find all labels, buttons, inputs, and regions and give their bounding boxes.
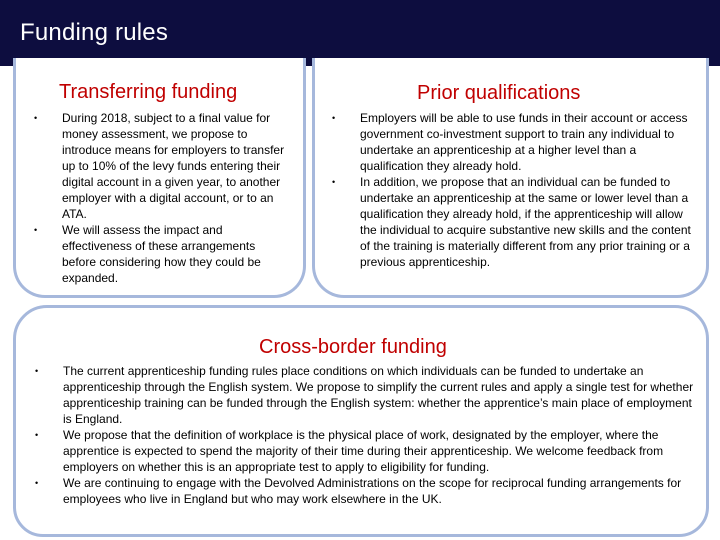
prior-qualifications-list (332, 110, 700, 270)
list-item: • We are continuing to engage with the Devolved Administrations on the scope for reciprocal funding arrangements for employees who live in England but who may work elsewhere in the UK. (35, 476, 682, 506)
bullet-icon: • (332, 113, 336, 123)
page-title: Funding rules (20, 19, 169, 46)
transferring-funding-heading: Transferring funding (59, 81, 238, 103)
bullet-icon: • (35, 478, 39, 488)
title-bar (0, 0, 720, 66)
list-item: • We will assess the impact and effectiveness of these arrangements before considering how they could be expanded. (34, 223, 261, 285)
list-item: • Employers will be able to use funds in their account or access government co-investment support to train any individual to undertake an apprenticeship at a higher level than a qualification they already hold. (332, 111, 688, 173)
cross-border-funding-heading: Cross-border funding (259, 336, 447, 358)
transferring-funding-panel (13, 58, 306, 298)
bullet-icon: • (35, 430, 39, 440)
transferring-funding-list (34, 110, 286, 286)
list-item: • During 2018, subject to a final value for money assessment, we propose to introduce means for employers to transfer up to 10% of the levy funds entering their digital account in a given year, to another employer with a digital account, or to an ATA. (34, 111, 285, 221)
bullet-icon: • (332, 177, 336, 187)
list-item: • We propose that the definition of workplace is the physical place of work, designated by the employer, where the apprentice is expected to spend the majority of their time during their apprenticeship. We welcome feedback from employers on whether this is an appropriate test to apply to eligibility for funding. (35, 428, 664, 474)
prior-qualifications-heading: Prior qualifications (417, 82, 581, 104)
list-item: • In addition, we propose that an individual can be funded to undertake an apprenticeship at the same or lower level than a qualification they already hold, if the apprenticeship will allow the individual to acquire substantive new skills and the content of the training is materially different from any prior training or a previous apprenticeship. (332, 175, 691, 269)
bullet-icon: • (35, 366, 39, 376)
bullet-icon: • (34, 113, 38, 123)
cross-border-funding-panel (13, 305, 709, 537)
list-item: • The current apprenticeship funding rules place conditions on which individuals can be funded to undertake an apprenticeship through the English system. We propose to simplify the current rules and apply a single test for whether apprenticeship training can be funded through the English system: whether the apprentice’s main place of employment is England. (35, 364, 694, 426)
cross-border-funding-list (35, 363, 695, 507)
bullet-icon: • (34, 225, 38, 235)
prior-qualifications-panel (312, 58, 709, 298)
